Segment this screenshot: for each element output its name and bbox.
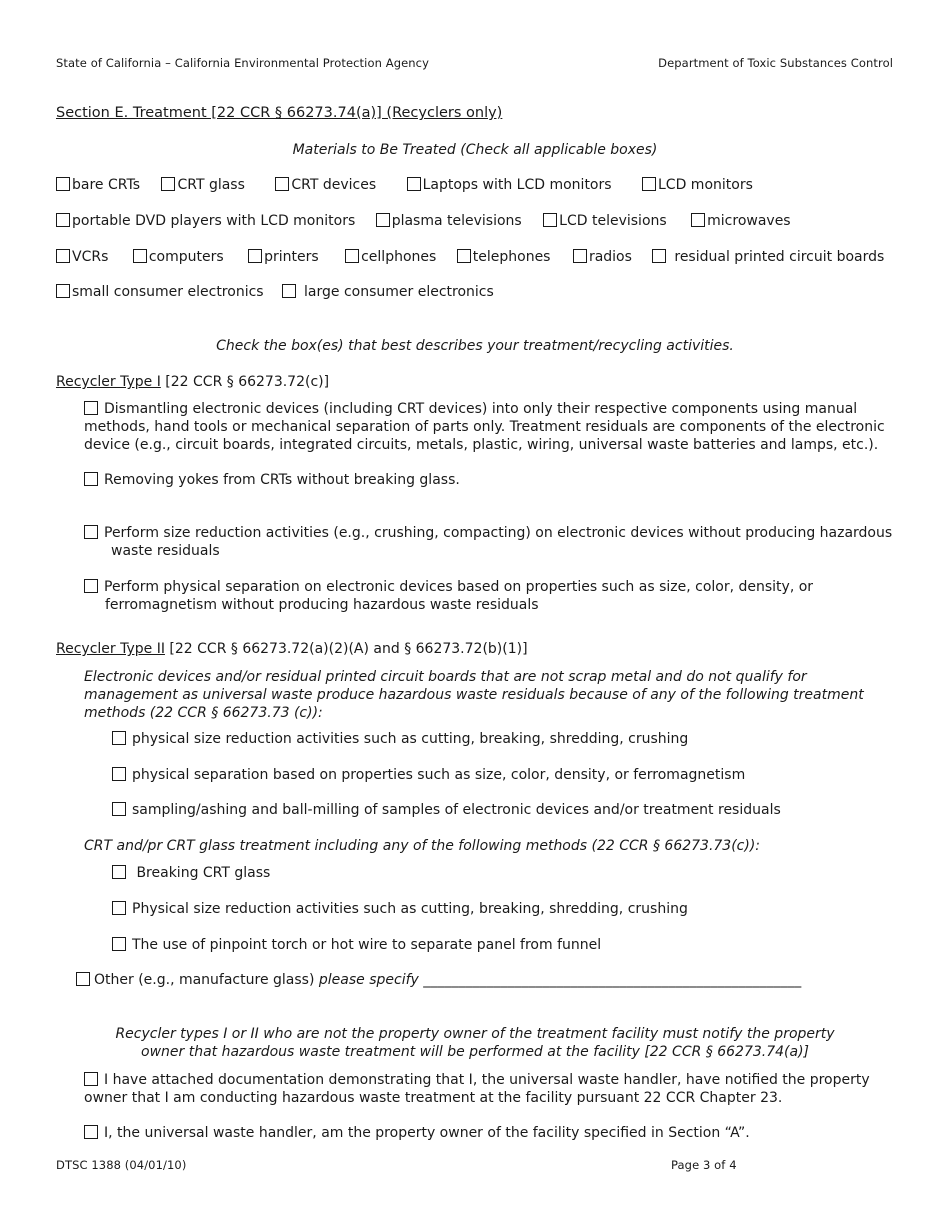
other-item [76, 972, 801, 988]
notice-item-owner [84, 1125, 750, 1141]
item-text: Breaking CRT glass [132, 865, 271, 881]
type2-item-glass-size-reduction [112, 901, 688, 917]
checkbox[interactable] [112, 901, 126, 915]
materials-row-3 [56, 249, 884, 265]
checkbox[interactable] [652, 249, 666, 263]
materials-row-4 [56, 284, 494, 300]
option-label: VCRs [72, 249, 109, 265]
type1-item-size-reduction [84, 525, 892, 541]
materials-row-1 [56, 177, 753, 193]
checkbox[interactable] [84, 472, 98, 486]
other-specify-field[interactable]: ______________________________________________________ [418, 972, 802, 988]
type1-item-dismantling [84, 400, 896, 454]
checkbox[interactable] [84, 579, 98, 593]
other-label: Other (e.g., manufacture glass) [94, 972, 319, 988]
type1-title-ref: [22 CCR § 66273.72(c)] [160, 374, 330, 390]
item-text: Dismantling electronic devices (including CRT devices) into only their respective components using manual methods, hand tools or mechanical separation of parts only. Treatment residuals are components of the electronic device (e.g., circuit boards, integrated circuits, metals, plastic, wiring, universal waste batteries and lamps, etc.). [84, 401, 885, 453]
option-label: computers [148, 249, 224, 265]
type2-item-sampling [112, 802, 781, 818]
type1-title [56, 374, 329, 390]
checkbox[interactable] [112, 937, 126, 951]
checkbox[interactable] [56, 213, 70, 227]
option-label: radios [588, 249, 632, 265]
checkbox[interactable] [345, 249, 359, 263]
item-text: sampling/ashing and ball-milling of samples of electronic devices and/or treatment residuals [132, 802, 781, 818]
type2-title [56, 641, 528, 657]
activities-heading: Check the box(es) that best describes your treatment/recycling activities. [216, 338, 734, 354]
type2-title-label: Recycler Type II [56, 641, 165, 657]
option-label: bare CRTs [72, 177, 140, 193]
type2-item-torch [112, 937, 601, 953]
checkbox[interactable] [133, 249, 147, 263]
option-label: cellphones [361, 249, 437, 265]
checkbox[interactable] [84, 1072, 98, 1086]
type1-item-size-reduction-cont: waste residuals [111, 543, 220, 559]
checkbox[interactable] [282, 284, 296, 298]
header-department: Department of Toxic Substances Control [658, 56, 893, 70]
header-agency: State of California – California Environmental Protection Agency [56, 56, 429, 70]
type2-item-size-reduction [112, 731, 688, 747]
option-label: CRT glass [177, 177, 245, 193]
checkbox[interactable] [56, 177, 70, 191]
checkbox[interactable] [112, 731, 126, 745]
item-text: I, the universal waste handler, am the property owner of the facility specified in Section “A”. [104, 1125, 750, 1141]
checkbox[interactable] [543, 213, 557, 227]
type1-item-yokes [84, 472, 460, 488]
other-specify: please specify [318, 972, 419, 988]
option-label: residual printed circuit boards [674, 249, 885, 265]
checkbox[interactable] [84, 401, 98, 415]
checkbox[interactable] [161, 177, 175, 191]
option-label: large consumer electronics [304, 284, 494, 300]
option-label: small consumer electronics [72, 284, 264, 300]
checkbox[interactable] [112, 767, 126, 781]
checkbox[interactable] [642, 177, 656, 191]
checkbox[interactable] [573, 249, 587, 263]
notice-line-1: Recycler types I or II who are not the property owner of the treatment facility must notify the property [115, 1026, 835, 1042]
section-title: Section E. Treatment [22 CCR § 66273.74(a)] (Recyclers only) [56, 105, 503, 121]
checkbox[interactable] [691, 213, 705, 227]
type2-item-breaking-glass [112, 865, 270, 881]
option-label: LCD televisions [559, 213, 667, 229]
checkbox[interactable] [407, 177, 421, 191]
checkbox[interactable] [112, 865, 126, 879]
item-text: Perform size reduction activities (e.g., crushing, compacting) on electronic devices without producing hazardous [104, 525, 893, 541]
footer-page-number: Page 3 of 4 [671, 1158, 737, 1172]
type2-item-physical-separation [112, 767, 745, 783]
option-label: telephones [472, 249, 551, 265]
checkbox[interactable] [84, 1125, 98, 1139]
type2-intro-2: CRT and/pr CRT glass treatment including any of the following methods (22 CCR § 66273.73(c)): [84, 838, 761, 854]
item-text: physical separation based on properties such as size, color, density, or ferromagnetism [132, 767, 746, 783]
type2-title-ref: [22 CCR § 66273.72(a)(2)(A) and § 66273.72(b)(1)] [164, 641, 528, 657]
checkbox[interactable] [457, 249, 471, 263]
type2-intro-1: Electronic devices and/or residual printed circuit boards that are not scrap metal and do not qualify for management as universal waste produce hazardous waste residuals because of any of the following treatment methods (22 CCR § 66273.73 (c)): [84, 669, 864, 721]
materials-heading: Materials to Be Treated (Check all applicable boxes) [292, 142, 658, 158]
type1-item-physical-separation [84, 579, 813, 595]
checkbox[interactable] [56, 284, 70, 298]
item-text: I have attached documentation demonstrating that I, the universal waste handler, have notified the property owner that I am conducting hazardous waste treatment at the facility pursuant 22 CCR Chapter 23. [84, 1072, 870, 1106]
item-text: Physical size reduction activities such as cutting, breaking, shredding, crushing [132, 901, 688, 917]
checkbox[interactable] [112, 802, 126, 816]
notice-line-2: owner that hazardous waste treatment will be performed at the facility [22 CCR § 66273.74(a)] [141, 1044, 809, 1060]
option-label: microwaves [707, 213, 791, 229]
checkbox[interactable] [76, 972, 90, 986]
checkbox[interactable] [84, 525, 98, 539]
option-label: plasma televisions [391, 213, 522, 229]
option-label: CRT devices [291, 177, 377, 193]
type1-title-label: Recycler Type I [56, 374, 161, 390]
option-label: LCD monitors [658, 177, 753, 193]
item-text: Perform physical separation on electronic devices based on properties such as size, color, density, or [104, 579, 814, 595]
option-label: Laptops with LCD monitors [422, 177, 612, 193]
checkbox[interactable] [248, 249, 262, 263]
materials-row-2 [56, 213, 791, 229]
checkbox[interactable] [376, 213, 390, 227]
option-label: printers [264, 249, 319, 265]
checkbox[interactable] [275, 177, 289, 191]
checkbox[interactable] [56, 249, 70, 263]
item-text: physical size reduction activities such as cutting, breaking, shredding, crushing [132, 731, 689, 747]
option-label: portable DVD players with LCD monitors [72, 213, 356, 229]
item-text: The use of pinpoint torch or hot wire to separate panel from funnel [132, 937, 602, 953]
notice-item-documentation [84, 1071, 896, 1107]
type1-item-physical-separation-cont: ferromagnetism without producing hazardous waste residuals [105, 597, 539, 613]
item-text: Removing yokes from CRTs without breaking glass. [104, 472, 460, 488]
footer-form-number: DTSC 1388 (04/01/10) [56, 1158, 187, 1172]
